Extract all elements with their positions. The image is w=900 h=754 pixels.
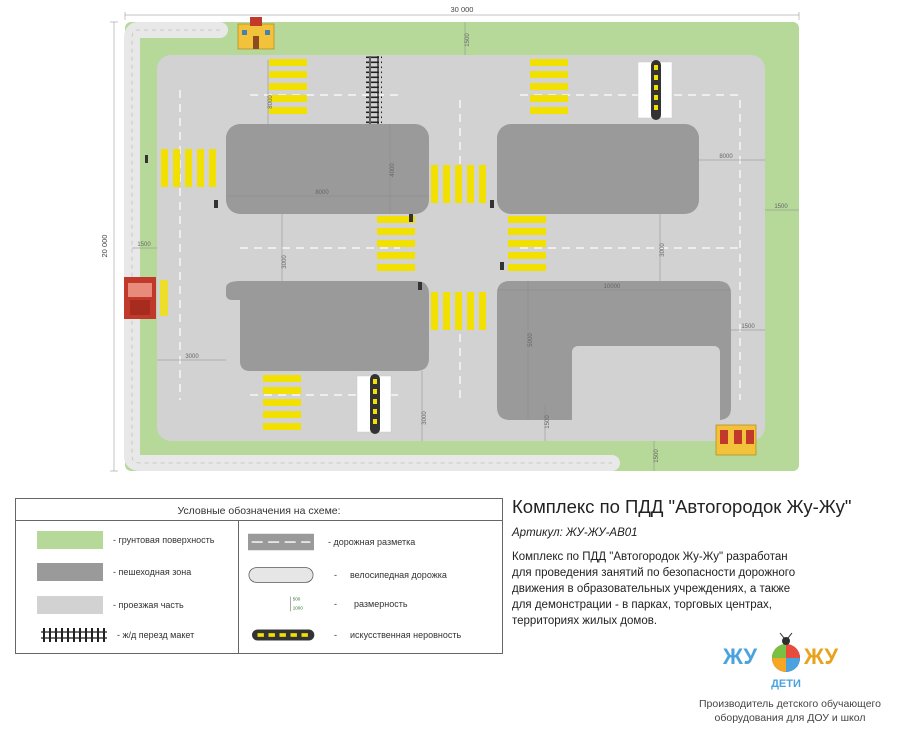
legend-item-roadway: - проезжая часть — [37, 596, 237, 616]
school-building-icon — [238, 17, 274, 49]
dim-height-total: 20 000 — [100, 234, 109, 258]
product-title: Комплекс по ПДД "Автогородок Жу-Жу" — [512, 496, 852, 517]
dim-road-left: 3000 — [282, 255, 288, 269]
legend-item-ground: - грунтовая поверхность — [37, 531, 237, 551]
maker-caption: Производитель детского обучающего оборудования для ДОУ и школ — [699, 698, 881, 724]
dim-top-road: 1500 — [465, 33, 471, 47]
svg-text:ЖУ: ЖУ — [723, 644, 758, 669]
legend-item-road-marking: - дорожная разметка — [248, 533, 498, 553]
dim-block-tl-height: 4000 — [390, 163, 396, 177]
dim-block-br-width: 10000 — [603, 284, 621, 290]
dim-top-right: 1500 — [774, 204, 788, 210]
product-description: Комплекс по ПДД "Автогородок Жу-Жу" разработан для проведения занятий по безопасности дорожного движения в образовательных учреждениях, а также для демонстрации - в парках, торговых центрах, территориях жилых домов. — [512, 551, 796, 627]
legend-item-bike-path: - велосипедная дорожка — [248, 566, 498, 586]
dim-bottom-right: 1500 — [654, 449, 660, 463]
gas-station-icon — [716, 425, 756, 455]
speed-bump-top — [638, 60, 672, 120]
legend-title: Условные обозначения на схеме: — [177, 505, 341, 517]
product-article: Артикул: ЖУ-ЖУ-АВ01 — [512, 527, 638, 539]
railway-icon — [41, 626, 107, 644]
block-bottom-left — [226, 281, 429, 371]
svg-text:1000: 1000 — [292, 605, 303, 611]
road-marking-icon — [248, 533, 314, 551]
legend-table — [15, 498, 503, 654]
speed-bump-bottom — [357, 374, 391, 434]
dim-bike-top: 1500 — [545, 415, 551, 429]
legend-item-speed-bump: - искусственная неровность — [248, 626, 498, 646]
dim-right-lower: 1500 — [741, 324, 755, 330]
legend-item-railway: - ж/д перезд макет — [37, 626, 237, 646]
railway-crossing — [366, 56, 382, 124]
legend-item-pedestrian: - пешеходная зона — [37, 563, 237, 583]
dim-road-bottom: 3000 — [422, 411, 428, 425]
bus-stop-icon — [124, 277, 168, 319]
dim-left-side: 1500 — [137, 242, 151, 248]
brand-logo — [718, 632, 854, 692]
speed-bump-icon — [252, 626, 318, 644]
legend-item-dimension: 500 1000 - размерность — [248, 595, 498, 615]
dim-road-mid: 3000 — [660, 243, 666, 257]
dim-bottom-left: 3000 — [185, 354, 199, 360]
block-top-right — [497, 124, 699, 214]
dim-block-tr-width: 8000 — [719, 154, 733, 160]
block-top-left — [226, 124, 429, 214]
dim-block-tl-width: 8000 — [315, 190, 329, 196]
dim-block-br-height: 5000 — [528, 333, 534, 347]
bike-path-icon — [248, 566, 314, 584]
svg-text:500: 500 — [292, 596, 301, 602]
svg-text:ЖУ: ЖУ — [804, 644, 839, 669]
svg-text:ДЕТИ: ДЕТИ — [771, 678, 801, 690]
dimension-icon — [268, 595, 334, 613]
dim-width-total: 30 000 — [450, 5, 474, 14]
ladybug-icon — [772, 633, 800, 672]
dim-block-bl-height: 8000 — [268, 95, 274, 109]
